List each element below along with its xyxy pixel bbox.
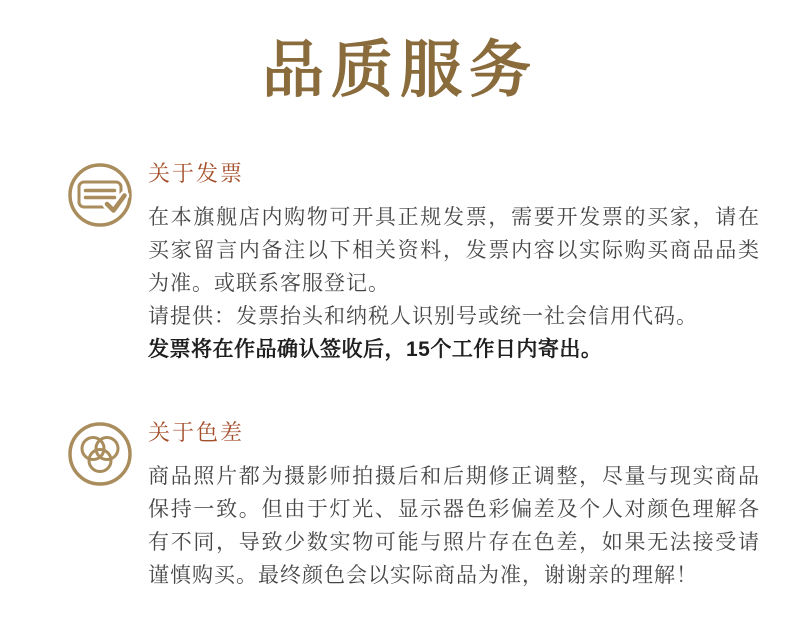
invoice-icon xyxy=(66,161,134,229)
invoice-paragraph-2: 请提供：发票抬头和纳税人识别号或统一社会信用代码。 xyxy=(148,305,698,329)
page-title: 品质服务 xyxy=(261,36,538,105)
color-difference-paragraph-1: 商品照片都为摄影师拍摄后和后期修正调整，尽量与现实商品保持一致。但由于灯光、显示器色彩偏差及个人对颜色理解各有不同，导致少数实物可能与照片存在色差，如果无法接受请谨慎购买。最终颜色会以实际商品为准，谢谢亲的理解！ xyxy=(148,465,760,588)
invoice-section-content xyxy=(148,159,760,366)
invoice-paragraph-1: 在本旗舰店内购物可开具正规发票，需要开发票的买家，请在买家留言内备注以下相关资料，发票内容以实际购买商品品类为准。或联系客服登记。 xyxy=(148,206,760,296)
color-difference-section-content xyxy=(148,418,760,592)
color-circles-icon xyxy=(66,420,134,488)
invoice-section xyxy=(66,159,760,366)
color-difference-section xyxy=(66,418,760,592)
quality-service-page xyxy=(0,36,800,633)
invoice-section-heading: 关于发票 xyxy=(148,161,245,187)
invoice-section-body xyxy=(148,201,760,366)
color-difference-section-heading: 关于色差 xyxy=(148,420,245,446)
invoice-paragraph-3-bold: 发票将在作品确认签收后，15个工作日内寄出。 xyxy=(148,338,603,362)
color-difference-section-body xyxy=(148,460,760,592)
